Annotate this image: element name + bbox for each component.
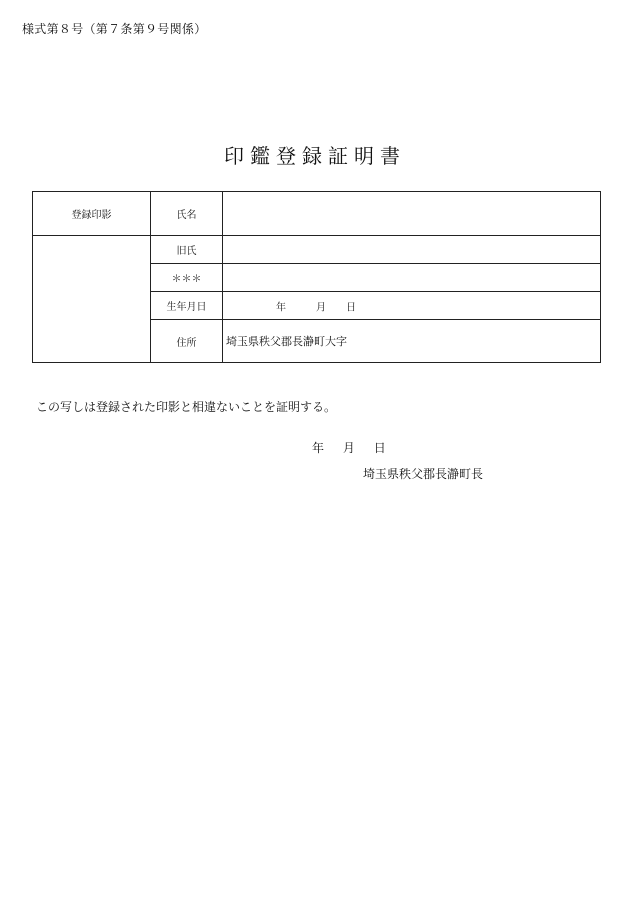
form-number: 様式第８号（第７条第９号関係）	[22, 22, 207, 36]
issue-year: 年	[312, 441, 325, 455]
name-label: 氏名	[151, 192, 223, 236]
document-title: 印鑑登録証明書	[224, 144, 406, 168]
name-value	[223, 192, 601, 236]
dob-year: 年	[276, 302, 286, 313]
issue-day: 日	[373, 441, 386, 455]
seal-impression-area	[33, 236, 151, 363]
old-surname-value	[223, 236, 601, 264]
dob-day: 日	[346, 302, 356, 313]
old-surname-label: 旧氏	[151, 236, 223, 264]
masked-value	[223, 264, 601, 292]
address-label: 住所	[151, 320, 223, 363]
certification-statement: この写しは登録された印影と相違ないことを証明する。	[36, 400, 337, 414]
seal-label: 登録印影	[33, 192, 151, 236]
dob-month: 月	[316, 302, 326, 313]
issuer-name: 埼玉県秩父郡長瀞町長	[363, 467, 484, 481]
issue-date	[312, 439, 386, 456]
old-surname-row	[33, 236, 601, 264]
certificate-table	[32, 191, 601, 363]
name-row	[33, 192, 601, 236]
address-value: 埼玉県秩父郡長瀞町大字	[223, 320, 601, 363]
masked-label: ＊＊＊	[151, 264, 223, 292]
dob-label: 生年月日	[151, 292, 223, 320]
dob-value	[223, 292, 601, 320]
issue-month: 月	[342, 441, 355, 455]
